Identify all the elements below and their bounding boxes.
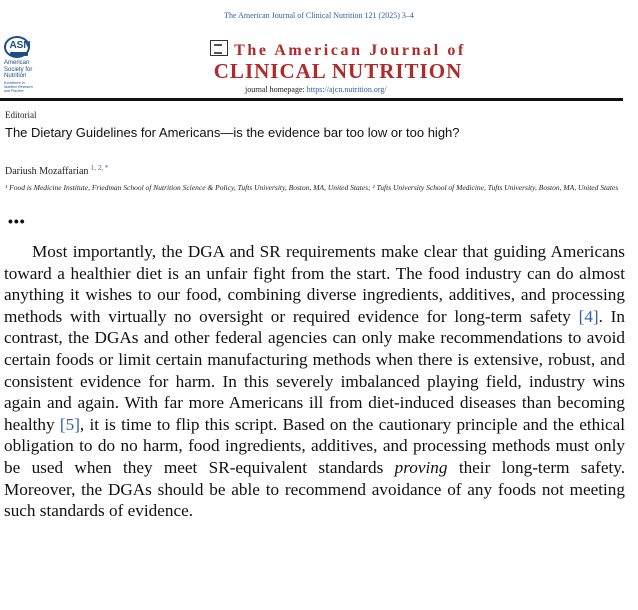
asn-logo-mark xyxy=(4,36,30,58)
article-author xyxy=(5,164,108,177)
author-affiliations: ¹ Food is Medicine Institute, Friedman School of Nutrition Science & Policy, Tufts University, Boston, MA, United States; ² Tufts University School of Medicine, Tufts University, Boston, MA, United States xyxy=(5,183,619,192)
asn-tagline: Excellence in Nutrition Research and Practice xyxy=(4,80,33,93)
article-type: Editorial xyxy=(5,110,37,120)
asn-logo xyxy=(4,36,44,100)
journal-citation: The American Journal of Clinical Nutrition 121 (2025) 3–4 xyxy=(224,11,414,20)
header-rule xyxy=(0,98,623,101)
masthead-title: CLINICAL NUTRITION xyxy=(213,59,463,83)
ellipsis-icon: ••• xyxy=(8,213,26,229)
journal-emblem-icon xyxy=(210,40,228,56)
citation-link-4[interactable]: [4] xyxy=(578,306,599,326)
asn-abbr: ASN xyxy=(9,40,31,51)
journal-masthead xyxy=(158,40,518,82)
asn-name: American Society for Nutrition xyxy=(4,60,33,79)
body-paragraph: Most importantly, the DGA and SR requirements make clear that guiding Americans toward a healthier diet is an unfair fight from the start. The food industry can do almost anything it wishes to our food, combining diverse ingredients, additives, and processing methods with virtually no oversight or required evidence for long-term safety [4]. In contrast, the DGAs and other federal agencies can only make recommendations to avoid certain foods or limit certain manufacturing methods when there is extensive, robust, and consistent evidence for harm. In this severely imbalanced playing field, industry wins again and again. With far more Americans ill from diet-induced diseases than becoming healthy [5], it is time to flip this script. Based on the cautionary principle and the ethical obligation to do no harm, food ingredients, additives, and processing methods must only be used when they meet SR-equivalent standards proving their long-term safety. Moreover, the DGAs should be able to recommend avoidance of any foods not meeting such standards of evidence. xyxy=(4,242,625,521)
homepage-link[interactable]: https://ajcn.nutrition.org/ xyxy=(306,85,387,94)
article-title: The Dietary Guidelines for Americans—is the evidence bar too low or too high? xyxy=(5,125,460,140)
masthead-top-text: The American Journal of xyxy=(234,42,466,59)
emphasis-proving: proving xyxy=(394,457,448,477)
author-affiliation-marks[interactable]: 1, 2, * xyxy=(90,164,109,172)
citation-link-5[interactable]: [5] xyxy=(59,414,80,434)
author-name: Dariush Mozaffarian xyxy=(5,166,89,177)
journal-homepage: journal homepage: https://ajcn.nutrition.org/ xyxy=(245,85,387,94)
